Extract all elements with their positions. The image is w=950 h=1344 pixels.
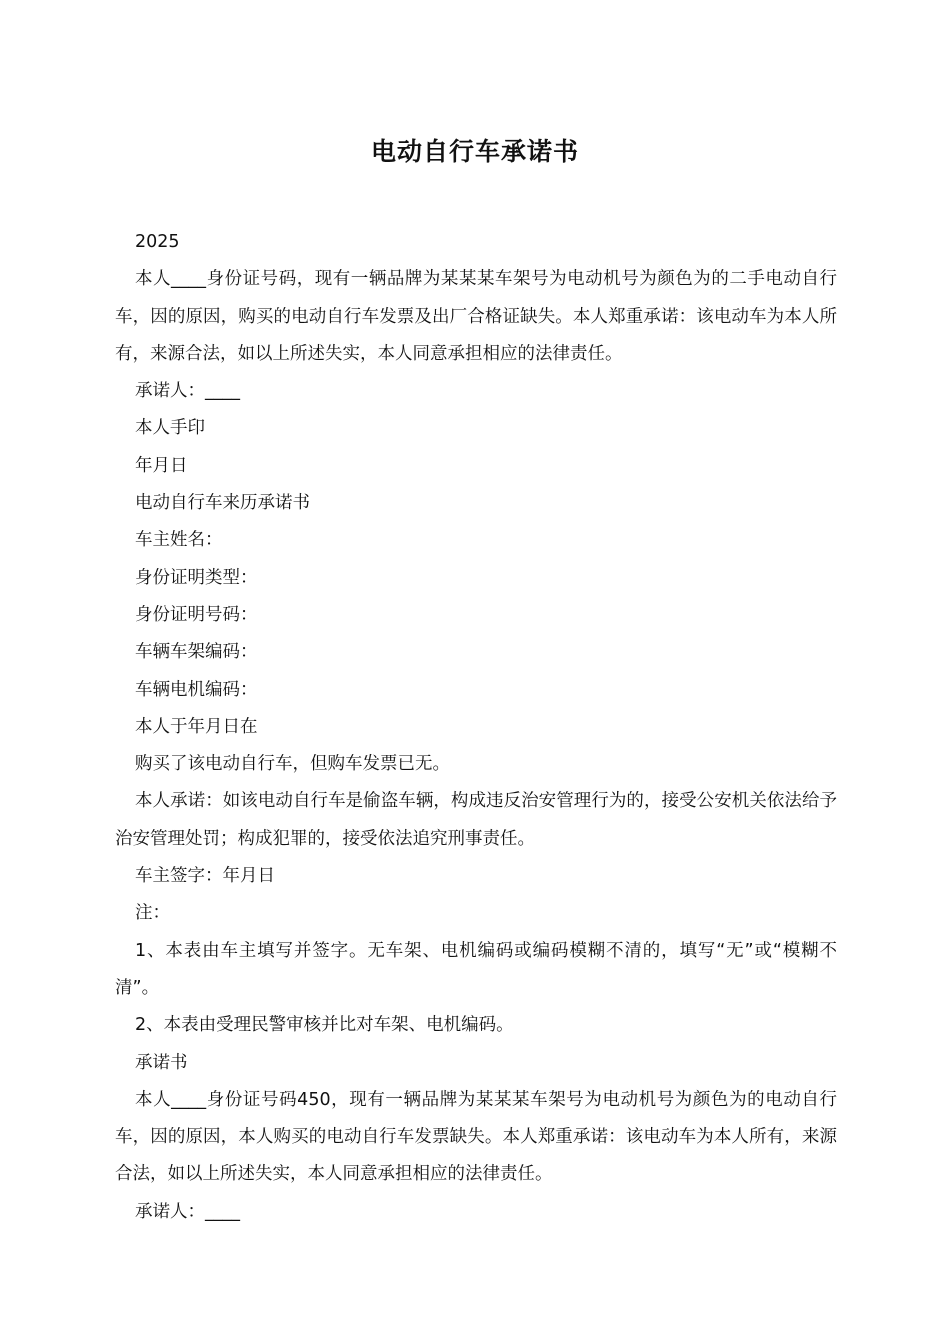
- id-type-field: 身份证明类型：: [135, 567, 258, 588]
- note-item-2: 2、本表由受理民警审核并比对车架、电机编码。: [135, 1015, 514, 1036]
- document-title: 电动自行车承诺书: [370, 137, 579, 166]
- owner-name-field: 车主姓名：: [135, 530, 223, 551]
- section-heading-origin: 电动自行车来历承诺书: [135, 493, 310, 514]
- section-heading-pledge: 承诺书: [135, 1052, 188, 1073]
- frame-code-field: 车辆车架编码：: [135, 642, 258, 663]
- owner-signature-line: 车主签字：年月日: [135, 866, 275, 887]
- pledger-line-1: 承诺人：____: [135, 381, 240, 402]
- fingerprint-line: 本人手印: [135, 418, 205, 439]
- pledger-line-2: 承诺人：____: [135, 1201, 240, 1222]
- pledge-paragraph-1: 本人____身份证号码，现有一辆品牌为某某某车架号为电动机号为颜色为的二手电动自行车，因的原因，购买的电动自行车发票及出厂合格证缺失。本人郑重承诺：该电动车为本人所有，来源合法，如以上所述失实，本人同意承担相应的法律责任。: [115, 269, 837, 364]
- date-line-1: 年月日: [135, 455, 188, 476]
- document-body: [115, 224, 837, 1231]
- note-item-1: 1、本表由车主填写并签字。无车架、电机编码或编码模糊不清的，填写“无”或“模糊不清”。: [115, 940, 837, 998]
- id-number-field: 身份证明号码：: [135, 604, 258, 625]
- motor-code-field: 车辆电机编码：: [135, 679, 258, 700]
- year-line: 2025: [135, 232, 180, 252]
- purchase-date-line: 本人于年月日在: [135, 716, 258, 737]
- pledge-paragraph-2: 本人承诺：如该电动自行车是偷盗车辆，构成违反治安管理行为的，接受公安机关依法给予治安管理处罚；构成犯罪的，接受依法追究刑事责任。: [115, 791, 837, 849]
- pledge-paragraph-3: 本人____身份证号码450，现有一辆品牌为某某某车架号为电动机号为颜色为的电动自行车，因的原因，本人购买的电动自行车发票缺失。本人郑重承诺：该电动车为本人所有，来源合法，如以上所述失实，本人同意承担相应的法律责任。: [115, 1089, 837, 1185]
- purchase-line: 购买了该电动自行车，但购车发票已无。: [135, 754, 450, 775]
- note-heading: 注：: [135, 903, 170, 924]
